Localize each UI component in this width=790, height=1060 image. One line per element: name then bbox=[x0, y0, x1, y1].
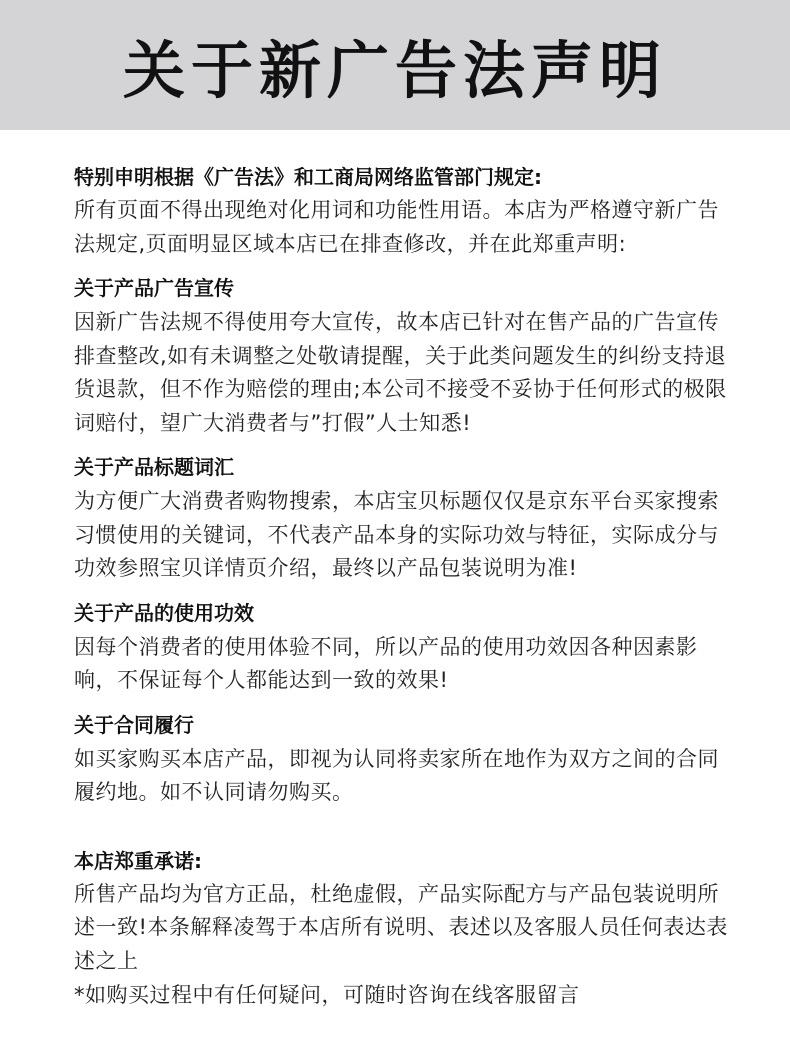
section-body: 如买家购买本店产品，即视为认同将卖家所在地作为双方之间的合同履约地。如不认同请勿购买。 bbox=[74, 746, 719, 804]
intro-body: 所有页面不得出现绝对化用词和功能性用语。本店为严格遵守新广告法规定,页面明显区域本店已在排查修改，并在此郑重声明: bbox=[74, 198, 719, 256]
section-title-terms bbox=[74, 450, 730, 586]
section-body: 为方便广大消费者购物搜索，本店宝贝标题仅仅是京东平台买家搜索习惯使用的关键词，不代表产品本身的实际功效与特征，实际成分与功效参照宝贝详情页介绍，最终以产品包装说明为准! bbox=[74, 489, 719, 580]
intro-block bbox=[74, 160, 730, 261]
promise-block bbox=[74, 844, 730, 1013]
section-body: 因每个消费者的使用体验不同，所以产品的使用功效因各种因素影响，不保证每个人都能达到一致的效果! bbox=[74, 634, 698, 692]
promise-heading: 本店郑重承诺: bbox=[74, 848, 202, 873]
statement-content bbox=[0, 130, 790, 1012]
section-heading: 关于产品的使用功效 bbox=[74, 600, 254, 625]
header-banner bbox=[0, 0, 790, 130]
section-contract bbox=[74, 708, 730, 810]
section-ad-promotion bbox=[74, 271, 730, 440]
intro-heading: 特别申明根据《广告法》和工商局网络监管部门规定: bbox=[74, 165, 542, 189]
page-title: 关于新广告法声明 bbox=[122, 33, 667, 107]
section-heading: 关于合同履行 bbox=[74, 712, 194, 737]
section-heading: 关于产品广告宣传 bbox=[74, 276, 234, 300]
section-efficacy bbox=[74, 596, 730, 698]
section-heading: 关于产品标题词汇 bbox=[74, 455, 234, 479]
promise-body: 所售产品均为官方正品，杜绝虚假，产品实际配方与产品包装说明所述一致!本条解释凌驾于本店所有说明、表述以及客服人员任何表达表述之上 bbox=[74, 881, 728, 973]
contact-note: *如购买过程中有任何疑问，可随时咨询在线客服留言 bbox=[74, 983, 580, 1007]
section-body: 因新广告法规不得使用夸大宣传，故本店已针对在售产品的广告宣传排查整改,如有未调整之处敬请提醒，关于此类问题发生的纠纷支持退货退款，但不作为赔偿的理由;本公司不接受不妥协于任何形式的极限词赔付，望广大消费者与”打假”人士知悉! bbox=[74, 310, 727, 435]
